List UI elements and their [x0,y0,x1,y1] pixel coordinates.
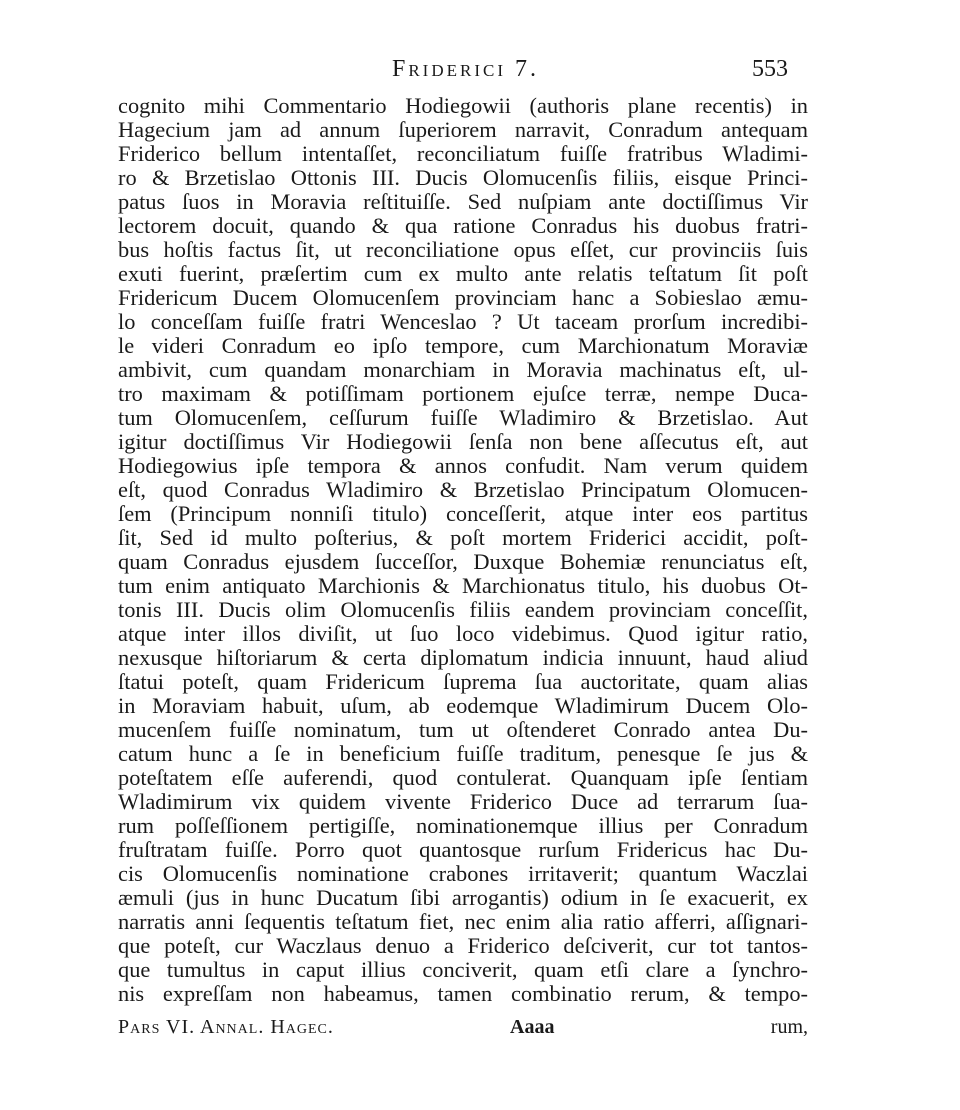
page-number: 553 [752,56,788,82]
text-line: ſem (Principum nonniſi titulo) conceſſerit, atque inter eos partitus [118,501,808,526]
text-line: mucenſem fuiſſe nominatum, tum ut oſtenderet Conrado antea Du- [118,717,808,742]
text-line: Friderico bellum intentaſſet, reconciliatum fuiſſe fratribus Wladimi- [118,141,808,166]
volume-label: Pars VI. Annal. Hagec. [118,1016,334,1038]
text-line: tum Olomucenſem, ceſſurum fuiſſe Wladimiro & Brzetislao. Aut [118,405,808,430]
text-line: poteſtatem eſſe auferendi, quod contulerat. Quanquam ipſe ſentiam [118,765,808,790]
text-line: tro maximam & potiſſimam portionem ejuſce terræ, nempe Duca- [118,381,808,406]
text-line: tum enim antiquato Marchionis & Marchionatus titulo, his duobus Ot- [118,573,808,598]
text-line: atque inter illos diviſit, ut ſuo loco videbimus. Quod igitur ratio, [118,621,808,646]
catchword: rum, [770,1016,808,1038]
text-line: lectorem docuit, quando & qua ratione Conradus his duobus fratri- [118,213,808,238]
text-line: Hagecium jam ad annum ſuperiorem narravit, Conradum antequam [118,117,808,142]
text-line: bus hoſtis factus ſit, ut reconciliatione opus eſſet, cur provinciis ſuis [118,237,808,262]
text-line: Fridericum Ducem Olomucenſem provinciam hanc a Sobieslao æmu- [118,285,808,310]
text-line: eſt, quod Conradus Wladimiro & Brzetislao Principatum Olomucen- [118,477,808,502]
text-line: rum poſſeſſionem pertigiſſe, nominationemque illius per Conradum [118,813,808,838]
running-title: Friderici 7. [392,56,540,82]
text-line: patus ſuos in Moravia reſtituiſſe. Sed nuſpiam ante doctiſſimus Vir [118,189,808,214]
text-line: ro & Brzetislao Ottonis III. Ducis Olomucenſis filiis, eisque Princi- [118,165,808,190]
text-line: ſit, Sed id multo poſterius, & poſt mortem Friderici accidit, poſt- [118,525,808,550]
text-line: cis Olomucenſis nominatione crabones irritaverit; quantum Waczlai [118,861,808,886]
text-line: igitur doctiſſimus Vir Hodiegowii ſenſa non bene aſſecutus eſt, aut [118,429,808,454]
page-footer [118,1016,808,1044]
text-line: Hodiegowius ipſe tempora & annos confudit. Nam verum quidem [118,453,808,478]
text-line: ſtatui poteſt, quam Fridericum ſuprema ſua auctoritate, quam alias [118,669,808,694]
text-line: fruſtratam fuiſſe. Porro quot quantosque rurſum Fridericus hac Du- [118,837,808,862]
text-line: narratis anni ſequentis teſtatum fiet, nec enim alia ratio afferri, aſſignari- [118,909,808,934]
text-line: nexusque hiſtoriarum & certa diplomatum indicia innuunt, haud aliud [118,645,808,670]
text-line: lo conceſſam fuiſſe fratri Wenceslao ? Ut taceam prorſum incredibi- [118,309,808,334]
signature-mark: Aaaa [510,1016,555,1038]
text-line: ambivit, cum quandam monarchiam in Moravia machinatus eſt, ul- [118,357,808,382]
text-line: exuti fuerint, præſertim cum ex multo ante relatis teſtatum ſit poſt [118,261,808,286]
text-line: catum hunc a ſe in beneficium fuiſſe traditum, penesque ſe jus & [118,741,808,766]
text-line: æmuli (jus in hunc Ducatum ſibi arrogantis) odium in ſe exacuerit, ex [118,885,808,910]
text-line: cognito mihi Commentario Hodiegowii (authoris plane recentis) in [118,93,808,118]
text-line: nis expreſſam non habeamus, tamen combinatio rerum, & tempo- [118,981,808,1006]
text-line: que tumultus in caput illius conciverit, quam etſi clare a ſynchro- [118,957,808,982]
text-line: Wladimirum vix quidem vivente Friderico Duce ad terrarum ſua- [118,789,808,814]
text-line: le videri Conradum eo ipſo tempore, cum Marchionatum Moraviæ [118,333,808,358]
page-header [0,56,960,96]
body-text [118,94,808,1006]
text-line: in Moraviam habuit, uſum, ab eodemque Wladimirum Ducem Olo- [118,693,808,718]
text-line: quam Conradus ejusdem ſucceſſor, Duxque Bohemiæ renunciatus eſt, [118,549,808,574]
text-line: que poteſt, cur Waczlaus denuo a Friderico deſciverit, cur tot tantos- [118,933,808,958]
text-line: tonis III. Ducis olim Olomucenſis filiis eandem provinciam conceſſit, [118,597,808,622]
